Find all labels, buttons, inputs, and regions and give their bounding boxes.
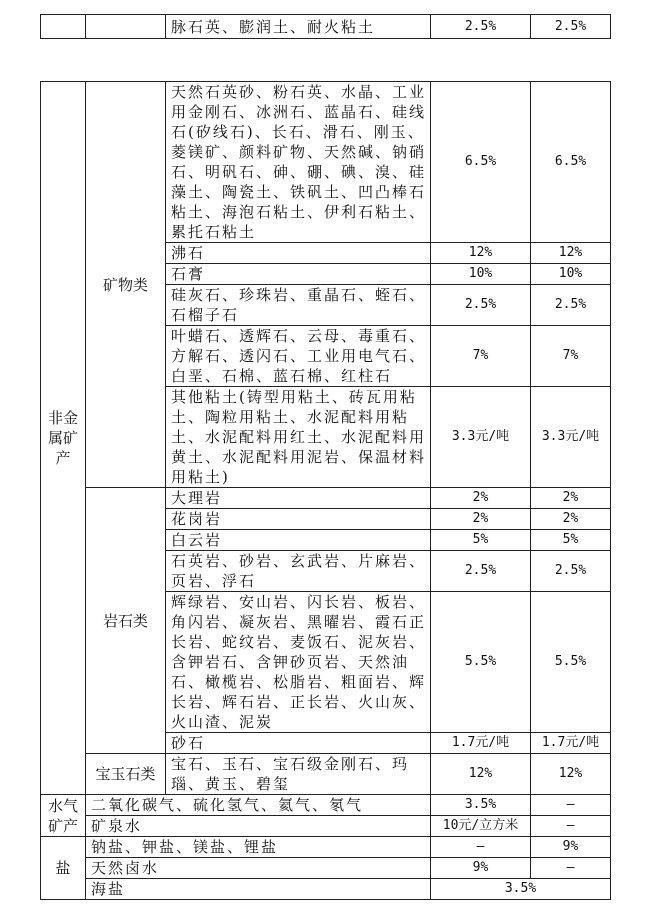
rate-b: 1.7元/吨 — [531, 733, 611, 754]
category-salt: 盐 — [41, 837, 86, 900]
rate-a: 2% — [431, 488, 531, 509]
mineral-items: 辉绿岩、安山岩、闪长岩、板岩、角闪岩、凝灰岩、黑曜岩、霞石正长岩、蛇纹岩、麦饭石、泥灰岩、含钾岩石、含钾砂页岩、天然油石、橄榄岩、松脂岩、粗面岩、辉长岩、辉石岩、正长岩、火山灰、火山渣、泥炭 — [166, 592, 431, 733]
rate-a: 3.3元/吨 — [431, 387, 531, 488]
rate-b: 12% — [531, 243, 611, 264]
top-table-fragment — [40, 14, 611, 39]
rate-a: 1.7元/吨 — [431, 733, 531, 754]
rate-a: 5.5% — [431, 592, 531, 733]
mineral-items: 钠盐、钾盐、镁盐、锂盐 — [86, 837, 431, 858]
mineral-items: 矿泉水 — [86, 816, 431, 837]
rate-b: 10% — [531, 264, 611, 285]
rate-b: 5% — [531, 530, 611, 551]
rate-b: — — [531, 816, 611, 837]
empty-cell — [86, 15, 166, 39]
rate-b: 2.5% — [531, 285, 611, 326]
category-nonmetal: 非金属矿产 — [41, 82, 86, 795]
mineral-items: 其他粘土(铸型用粘土、砖瓦用粘土、陶粒用粘土、水泥配料用粘土、水泥配料用红土、水泥配料用黄土、水泥配料用泥岩、保温材料用粘土) — [166, 387, 431, 488]
rate-a: 2.5% — [431, 551, 531, 592]
rate-b: 6.5% — [531, 82, 611, 243]
subcategory-minerals: 矿物类 — [86, 82, 166, 488]
rate-b: 2% — [531, 509, 611, 530]
rate-a: 10% — [431, 264, 531, 285]
category-water-gas: 水气矿产 — [41, 795, 86, 837]
rate-a: 2% — [431, 509, 531, 530]
table-row — [41, 816, 611, 837]
rate-b: 2.5% — [531, 551, 611, 592]
mineral-items: 脉石英、膨润土、耐火粘土 — [166, 15, 431, 39]
rate-b: 7% — [531, 326, 611, 387]
empty-cell — [41, 15, 86, 39]
mineral-items: 花岗岩 — [166, 509, 431, 530]
mineral-items: 宝石、玉石、宝石级金刚石、玛瑙、黄玉、碧玺 — [166, 754, 431, 795]
mineral-items: 二氧化碳气、硫化氢气、氦气、氡气 — [86, 795, 431, 816]
table-row — [41, 754, 611, 795]
mineral-items: 石英岩、砂岩、玄武岩、片麻岩、页岩、浮石 — [166, 551, 431, 592]
rate-b: — — [531, 858, 611, 879]
table-row — [41, 879, 611, 900]
table-row — [41, 858, 611, 879]
subcategory-rocks: 岩石类 — [86, 488, 166, 754]
rate-a: 12% — [431, 754, 531, 795]
rate-a: — — [431, 837, 531, 858]
table-row — [41, 488, 611, 509]
mineral-items: 叶蜡石、透辉石、云母、毒重石、方解石、透闪石、工业用电气石、白垩、石棉、蓝石棉、红柱石 — [166, 326, 431, 387]
mineral-items: 海盐 — [86, 879, 431, 900]
table-row — [41, 795, 611, 816]
mineral-items: 天然卤水 — [86, 858, 431, 879]
rate-b: 12% — [531, 754, 611, 795]
mineral-items: 沸石 — [166, 243, 431, 264]
rate-a: 10元/立方米 — [431, 816, 531, 837]
rate-a: 2.5% — [431, 15, 531, 39]
mineral-items: 硅灰石、珍珠岩、重晶石、蛭石、石榴子石 — [166, 285, 431, 326]
rate-b: 3.3元/吨 — [531, 387, 611, 488]
rate-a: 9% — [431, 858, 531, 879]
mineral-items: 大理岩 — [166, 488, 431, 509]
rate-a: 3.5% — [431, 795, 531, 816]
mineral-items: 天然石英砂、粉石英、水晶、工业用金刚石、冰洲石、蓝晶石、硅线石(矽线石)、长石、滑石、刚玉、菱镁矿、颜料矿物、天然碱、钠硝石、明矾石、砷、硼、碘、溴、硅藻土、陶瓷土、铁矾土、凹凸棒石粘土、海泡石粘土、伊利石粘土、累托石粘土 — [166, 82, 431, 243]
table-row — [41, 15, 611, 39]
rate-a: 7% — [431, 326, 531, 387]
subcategory-gems: 宝玉石类 — [86, 754, 166, 795]
rate-b: 2% — [531, 488, 611, 509]
mineral-items: 砂石 — [166, 733, 431, 754]
mineral-items: 石膏 — [166, 264, 431, 285]
rate-b: — — [531, 795, 611, 816]
rate-b: 2.5% — [531, 15, 611, 39]
table-row — [41, 837, 611, 858]
rate-a: 6.5% — [431, 82, 531, 243]
rate-b: 9% — [531, 837, 611, 858]
mineral-tax-table — [40, 81, 611, 900]
rate-a: 2.5% — [431, 285, 531, 326]
rate-a: 5% — [431, 530, 531, 551]
rate-a: 12% — [431, 243, 531, 264]
table-row — [41, 82, 611, 243]
mineral-items: 白云岩 — [166, 530, 431, 551]
rate-combined: 3.5% — [431, 879, 611, 900]
rate-b: 5.5% — [531, 592, 611, 733]
